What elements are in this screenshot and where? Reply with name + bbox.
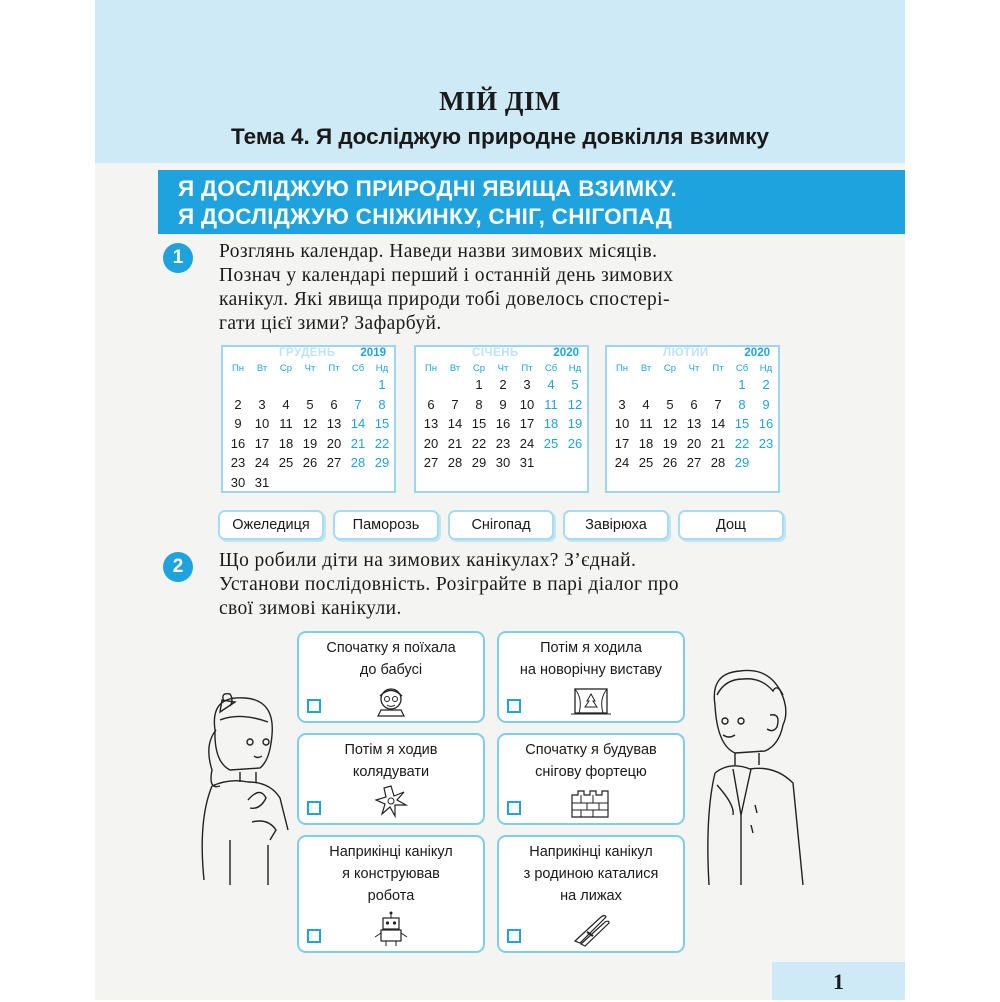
calendar-day[interactable]: 21 (447, 435, 463, 451)
calendar-day[interactable]: 9 (762, 396, 770, 412)
calendar-empty-cell (298, 375, 322, 395)
calendar-empty-cell (754, 453, 778, 473)
chapter-title: МІЙ ДІМ (439, 86, 561, 116)
calendar-day[interactable]: 7 (451, 396, 459, 412)
calendar-day[interactable]: 27 (423, 455, 439, 471)
phenomenon-option[interactable]: Снігопад (448, 510, 554, 540)
calendar-empty-cell (370, 473, 394, 493)
calendar-day[interactable]: 14 (447, 416, 463, 432)
boy-illustration (695, 665, 810, 890)
calendar-empty-cell (346, 375, 370, 395)
calendar-day[interactable]: 3 (523, 377, 531, 393)
weekday-header: Ср (663, 362, 677, 374)
weekday-header: Вт (640, 362, 652, 374)
calendar-day[interactable]: 9 (499, 396, 507, 412)
calendar-day[interactable]: 23 (495, 435, 511, 451)
calendar-year: 2020 (553, 347, 579, 359)
weekday-header: Сб (351, 362, 365, 374)
calendar-day[interactable]: 18 (543, 416, 559, 432)
calendar-day[interactable]: 25 (638, 455, 654, 471)
weekday-header: Чт (688, 362, 700, 374)
card-text: Потім я ходив (344, 742, 438, 758)
card-checkbox[interactable] (507, 699, 521, 713)
weekday-header: Пн (231, 362, 245, 374)
calendar-day[interactable]: 24 (614, 455, 630, 471)
calendar-day[interactable]: 26 (662, 455, 678, 471)
calendar-empty-cell (250, 375, 274, 395)
calendar-day[interactable]: 10 (519, 396, 535, 412)
weekday-header: Ср (279, 362, 293, 374)
card-text: Наприкінці канікул (329, 844, 453, 860)
calendar-day[interactable]: 31 (519, 455, 535, 471)
card-checkbox[interactable] (507, 929, 521, 943)
calendar-day[interactable]: 15 (734, 416, 750, 432)
phenomena-options (218, 510, 785, 540)
card-checkbox[interactable] (507, 801, 521, 815)
card-checkbox[interactable] (307, 801, 321, 815)
calendar-day[interactable]: 26 (302, 455, 318, 471)
calendar-day[interactable]: 24 (519, 435, 535, 451)
calendar-day[interactable]: 11 (544, 396, 558, 412)
calendar-day[interactable]: 30 (495, 455, 511, 471)
card-text: до бабусі (359, 662, 423, 678)
calendar-empty-cell (274, 473, 298, 493)
calendar-day[interactable]: 5 (306, 396, 314, 412)
calendar-empty-cell (682, 375, 706, 395)
calendar-day[interactable]: 2 (234, 396, 242, 412)
calendar-day[interactable]: 28 (350, 455, 366, 471)
calendar-day[interactable]: 18 (278, 435, 294, 451)
card-text: Спочатку я поїхала (326, 640, 456, 656)
card-text: снігову фортецю (535, 764, 647, 780)
task2-line: Що робили діти на зимових канікулах? З’єднай. (219, 550, 637, 571)
calendar-day[interactable]: 20 (326, 435, 342, 451)
task-number-badge: 2 (163, 552, 193, 582)
calendar-month-name: ЛЮТИЙ (663, 347, 709, 359)
calendar-day[interactable]: 1 (378, 377, 386, 393)
calendar-day[interactable]: 28 (710, 455, 726, 471)
calendar-day[interactable]: 16 (758, 416, 774, 432)
calendar-empty-cell (443, 375, 467, 395)
calendar-day[interactable]: 10 (254, 416, 270, 432)
card-text: робота (367, 888, 415, 904)
calendar-day[interactable]: 21 (350, 435, 366, 451)
theme-title: Тема 4. Я досліджую природне довкілля взимку (231, 124, 769, 149)
calendar-day[interactable]: 18 (638, 435, 654, 451)
card-text: на лижах (560, 888, 622, 904)
calendar-day[interactable]: 6 (330, 396, 338, 412)
calendar-day[interactable]: 15 (374, 416, 390, 432)
calendar-day[interactable]: 12 (567, 396, 583, 412)
calendar-day[interactable]: 8 (738, 396, 746, 412)
calendar-day[interactable]: 12 (302, 416, 318, 432)
activity-card[interactable] (497, 835, 685, 953)
calendar-empty-cell (274, 375, 298, 395)
task1-line: канікул. Які явища природи тобі довелось спостері- (219, 289, 670, 310)
task1-text (219, 240, 784, 336)
calendar-day[interactable]: 6 (690, 396, 698, 412)
task2-line: Установи послідовність. Розіграйте в парі діалог про (219, 574, 679, 595)
calendar-day[interactable]: 11 (639, 416, 653, 432)
calendar-day[interactable]: 30 (230, 474, 246, 490)
calendar-day[interactable]: 29 (734, 455, 750, 471)
lesson-title-band (158, 170, 905, 234)
calendar-empty-cell (226, 375, 250, 395)
weekday-header: Чт (304, 362, 316, 374)
weekday-header: Пн (424, 362, 438, 374)
phenomenon-option[interactable]: Дощ (678, 510, 784, 540)
theatre-icon (569, 685, 613, 717)
calendar-day[interactable]: 20 (423, 435, 439, 451)
calendar-year: 2019 (360, 347, 386, 359)
calendar-day[interactable]: 15 (471, 416, 487, 432)
calendar-day[interactable]: 6 (427, 396, 435, 412)
calendar-empty-cell (419, 375, 443, 395)
calendar-empty-cell (706, 375, 730, 395)
weekday-header: Пт (328, 362, 340, 374)
grandma-face-icon (371, 683, 411, 717)
girl-illustration (190, 690, 295, 890)
weekday-header: Пн (615, 362, 629, 374)
activity-card[interactable] (497, 631, 685, 723)
calendar-empty-cell (322, 473, 346, 493)
card-text: Потім я ходила (540, 640, 642, 656)
month-calendar (221, 345, 396, 493)
calendar-day[interactable]: 4 (547, 377, 555, 393)
weekday-header: Нд (568, 362, 582, 374)
calendar-empty-cell (563, 453, 587, 473)
calendar-empty-cell (346, 473, 370, 493)
calendar-month-name: ГРУДЕНЬ (279, 347, 336, 359)
calendar-day[interactable]: 2 (499, 377, 507, 393)
month-calendar (605, 345, 780, 493)
calendar-empty-cell (634, 375, 658, 395)
weekday-header: Сб (544, 362, 558, 374)
calendar-day[interactable]: 29 (471, 455, 487, 471)
phenomenon-option[interactable]: Паморозь (333, 510, 439, 540)
calendar-day[interactable]: 13 (423, 416, 439, 432)
card-checkbox[interactable] (307, 699, 321, 713)
calendar-day[interactable]: 20 (686, 435, 702, 451)
task1-line: гати цієї зими? Зафарбуй. (219, 313, 442, 334)
activity-card[interactable] (297, 733, 485, 825)
weekday-header: Ср (472, 362, 486, 374)
calendar-day[interactable]: 26 (567, 435, 583, 451)
calendar-day[interactable]: 25 (278, 455, 294, 471)
task-number-badge: 1 (163, 243, 193, 273)
star-icon (373, 783, 409, 819)
calendar-day[interactable]: 17 (254, 435, 270, 451)
calendar-day[interactable]: 1 (475, 377, 483, 393)
skis-icon (571, 911, 611, 947)
calendar-header (607, 347, 778, 361)
weekday-header: Нд (375, 362, 389, 374)
card-text: з родиною каталися (523, 866, 659, 882)
card-text: Спочатку я будував (525, 742, 657, 758)
calendar-day[interactable]: 9 (234, 416, 242, 432)
calendar-day[interactable]: 22 (374, 435, 390, 451)
calendar-day[interactable]: 25 (543, 435, 559, 451)
weekday-header: Сб (735, 362, 749, 374)
calendar-day[interactable]: 22 (734, 435, 750, 451)
calendar-day[interactable]: 4 (282, 396, 290, 412)
activity-card[interactable] (297, 835, 485, 953)
calendar-day[interactable]: 3 (258, 396, 266, 412)
calendar-month-name: СІЧЕНЬ (472, 347, 519, 359)
task2-line: свої зимові канікули. (219, 598, 402, 619)
calendar-day[interactable]: 16 (230, 435, 246, 451)
card-text: колядувати (352, 764, 430, 780)
calendar-day[interactable]: 27 (686, 455, 702, 471)
calendar-day[interactable]: 19 (567, 416, 583, 432)
calendar-empty-cell (539, 453, 563, 473)
task1-line: Познач у календарі перший і останній день зимових (219, 265, 674, 286)
calendar-day[interactable]: 24 (254, 455, 270, 471)
card-text: я конструював (342, 866, 440, 882)
weekday-header: Вт (256, 362, 268, 374)
calendar-day[interactable]: 23 (758, 435, 774, 451)
phenomenon-option[interactable]: Завірюха (563, 510, 669, 540)
calendar-day[interactable]: 19 (662, 435, 678, 451)
calendar-day[interactable]: 17 (519, 416, 535, 432)
calendar-empty-cell (610, 375, 634, 395)
calendar-year: 2020 (744, 347, 770, 359)
calendar-day[interactable]: 1 (738, 377, 746, 393)
calendar-day[interactable]: 12 (662, 416, 678, 432)
calendar-day[interactable]: 14 (350, 416, 366, 432)
calendar-day[interactable]: 10 (614, 416, 630, 432)
lesson-title-line: Я ДОСЛІДЖУЮ СНІЖИНКУ, СНІГ, СНІГОПАД (178, 204, 673, 229)
calendar-day[interactable]: 23 (230, 455, 246, 471)
calendar-day[interactable]: 31 (254, 474, 270, 490)
calendar-day[interactable]: 17 (614, 435, 630, 451)
month-calendar (414, 345, 589, 493)
calendar-header (416, 347, 587, 361)
calendar-day[interactable]: 13 (686, 416, 702, 432)
calendar-day[interactable]: 2 (762, 377, 770, 393)
activity-card[interactable] (497, 733, 685, 825)
card-checkbox[interactable] (307, 929, 321, 943)
weekday-header: Вт (449, 362, 461, 374)
calendar-day[interactable]: 27 (326, 455, 342, 471)
calendar-day[interactable]: 8 (378, 396, 386, 412)
calendar-day[interactable]: 3 (618, 396, 626, 412)
calendar-empty-cell (298, 473, 322, 493)
phenomenon-option[interactable]: Ожеледиця (218, 510, 324, 540)
calendar-day[interactable]: 19 (302, 435, 318, 451)
calendar-day[interactable]: 28 (447, 455, 463, 471)
calendar-day[interactable]: 8 (475, 396, 483, 412)
calendar-day[interactable]: 16 (495, 416, 511, 432)
calendar-day[interactable]: 13 (326, 416, 342, 432)
calendar-day[interactable]: 5 (571, 377, 579, 393)
task2-text (219, 549, 784, 621)
calendar-day[interactable]: 7 (714, 396, 722, 412)
card-text: на новорічну виставу (519, 662, 663, 678)
calendar-day[interactable]: 14 (710, 416, 726, 432)
weekday-header: Чт (497, 362, 509, 374)
calendar-day[interactable]: 4 (642, 396, 650, 412)
calendar-empty-cell (658, 375, 682, 395)
calendar-day[interactable]: 5 (666, 396, 674, 412)
page-number: 1 (772, 962, 905, 1000)
robot-icon (371, 911, 411, 947)
card-text: Наприкінці канікул (529, 844, 653, 860)
calendar-day[interactable]: 7 (354, 396, 362, 412)
weekday-header: Нд (759, 362, 773, 374)
calendar-empty-cell (322, 375, 346, 395)
snow-fortress-icon (568, 787, 614, 819)
calendar-day[interactable]: 22 (471, 435, 487, 451)
task1-line: Розглянь календар. Наведи назви зимових місяців. (219, 241, 658, 262)
weekday-header: Пт (521, 362, 533, 374)
calendar-header (223, 347, 394, 361)
activity-card[interactable] (297, 631, 485, 723)
lesson-title-line: Я ДОСЛІДЖУЮ ПРИРОДНІ ЯВИЩА ВЗИМКУ. (178, 176, 678, 201)
calendar-day[interactable]: 11 (279, 416, 293, 432)
calendar-day[interactable]: 21 (710, 435, 726, 451)
weekday-header: Пт (712, 362, 724, 374)
calendar-day[interactable]: 29 (374, 455, 390, 471)
